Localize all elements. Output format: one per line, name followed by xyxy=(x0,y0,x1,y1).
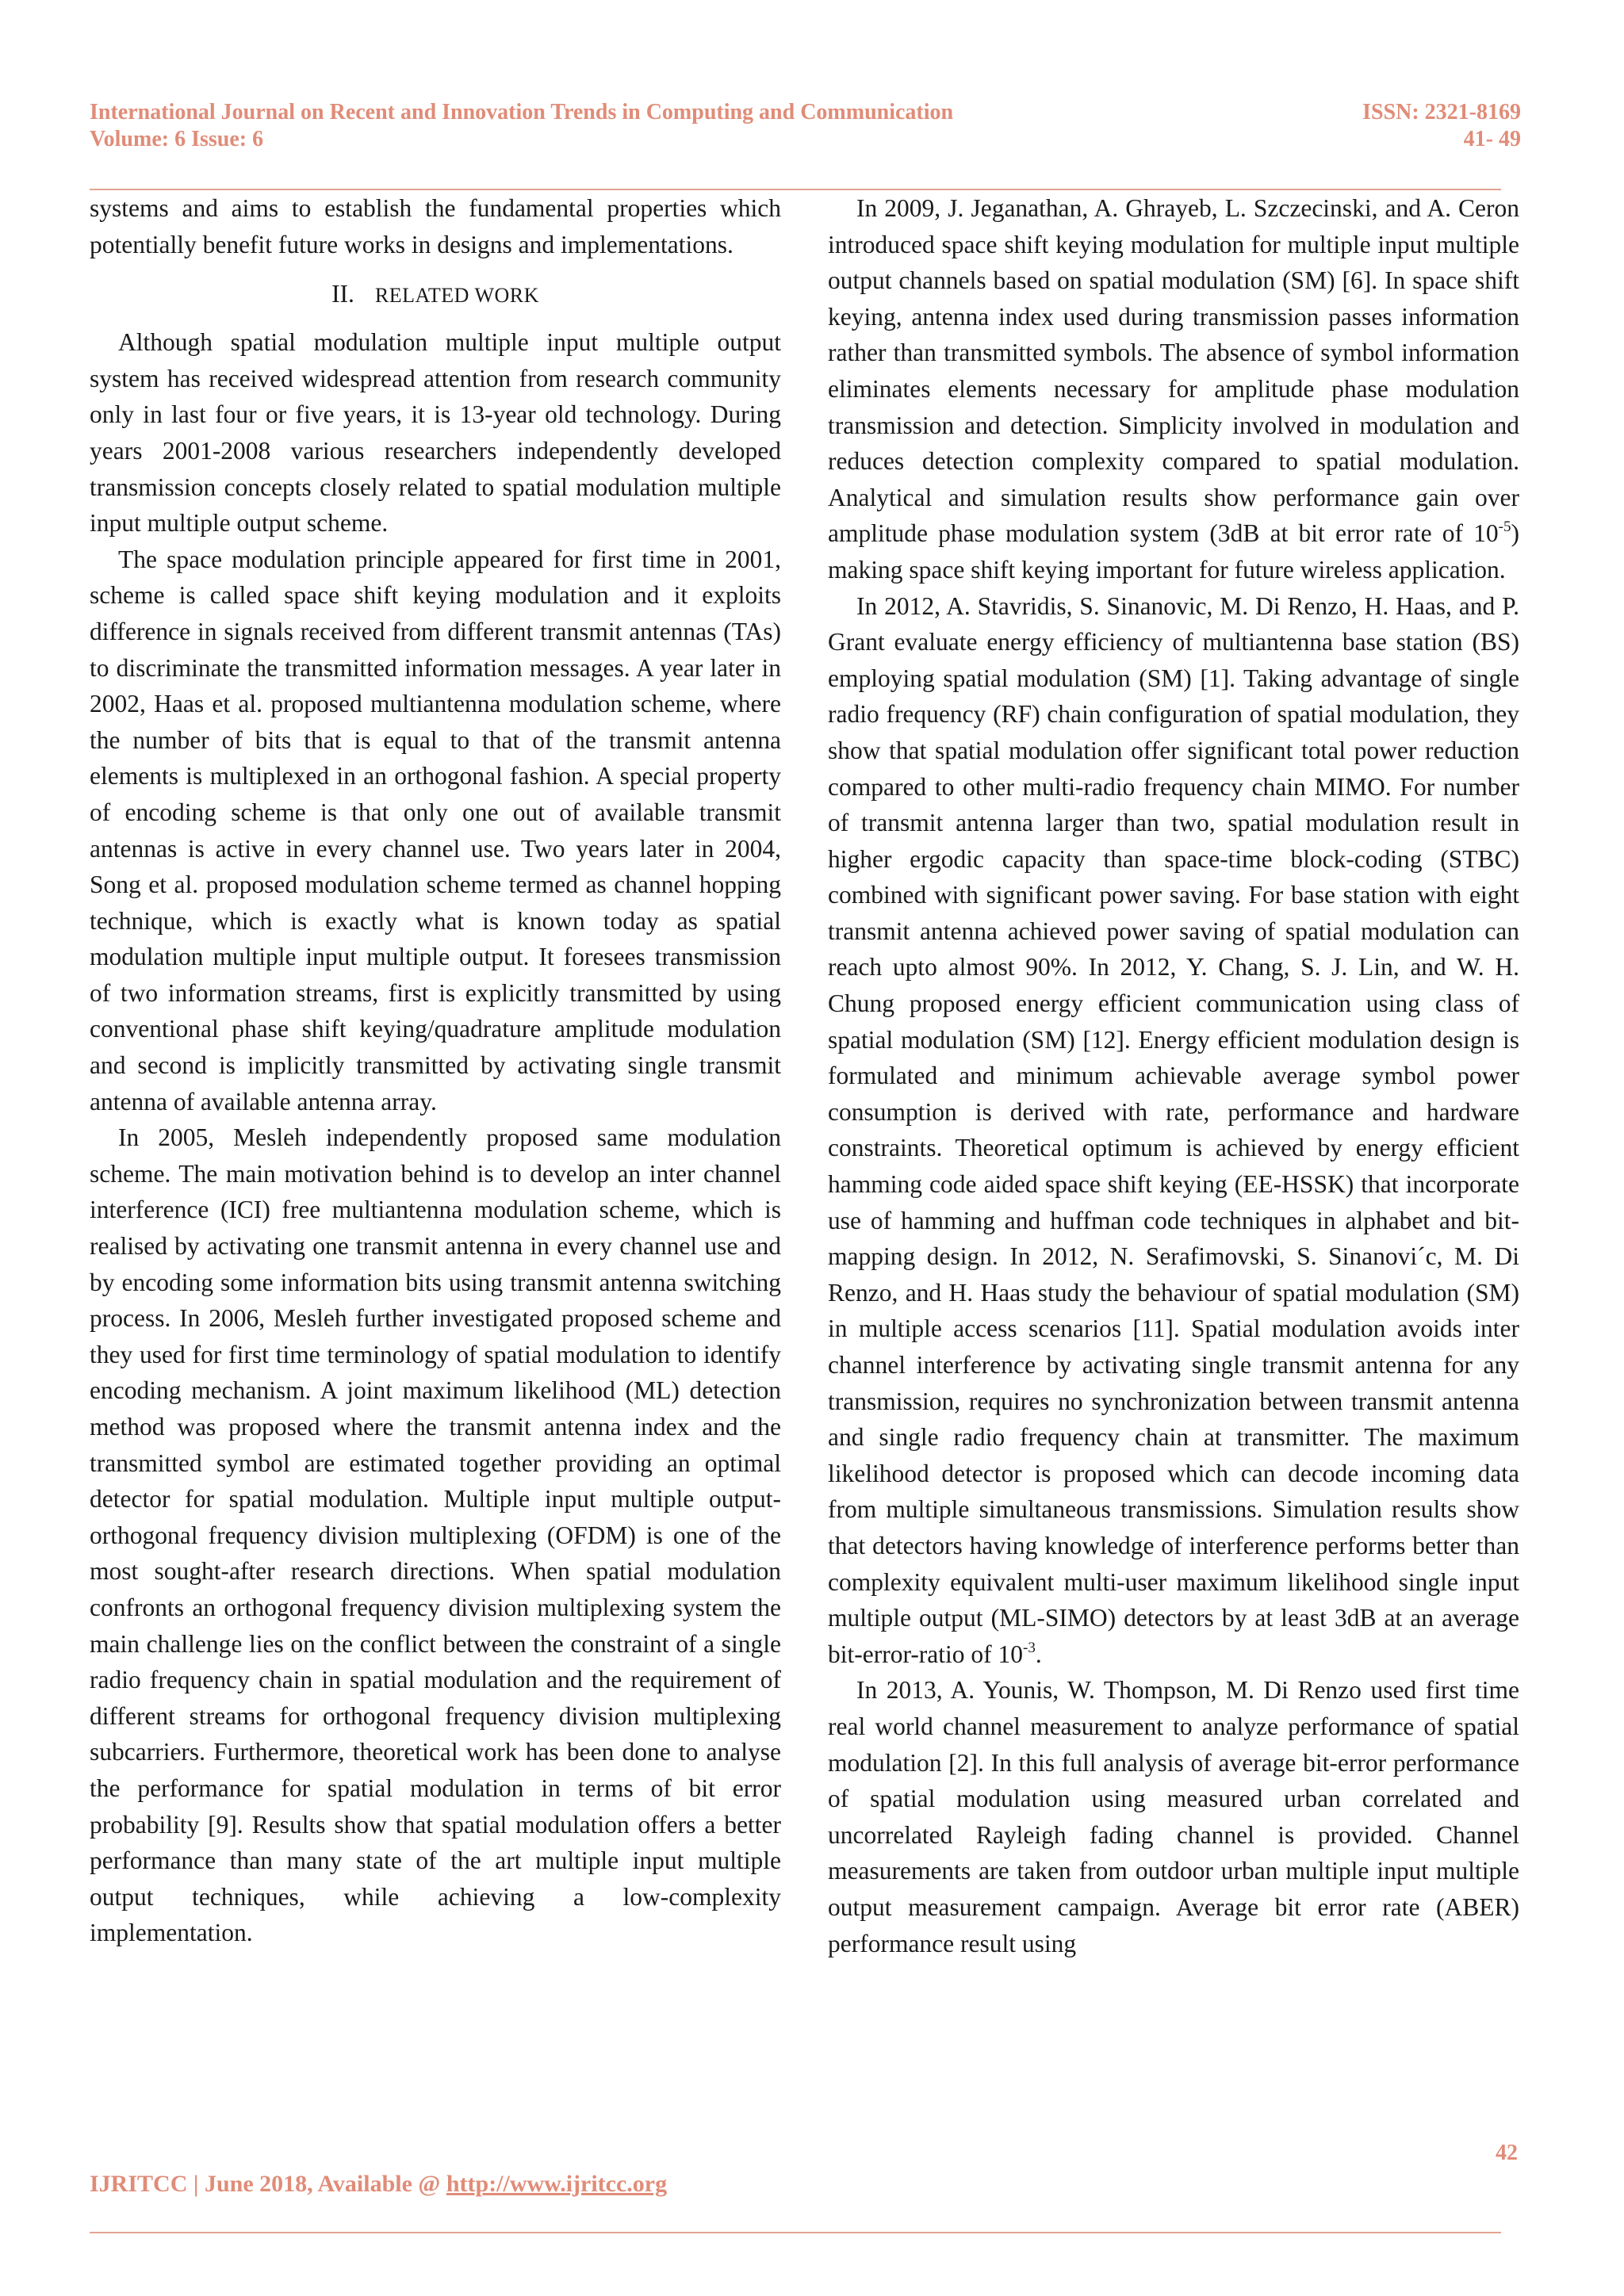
right-column xyxy=(828,190,1519,1961)
paragraph-text: In 2012, A. Stavridis, S. Sinanovic, M. Di Renzo, H. Haas, and P. Grant evaluate energy efficiency of multiantenna base station (BS) employing spatial modulation (SM) [1]. Taking advantage of single radio frequency (RF) chain configuration of spatial modulation, they show that spatial modulation offer significant total power reduction compared to other multi-radio frequency chain MIMO. For number of transmit antenna larger than two, spatial modulation result in higher ergodic capacity than space-time block-coding (STBC) combined with significant power saving. For base station with eight transmit antenna achieved power saving of spatial modulation can reach upto almost 90%. In 2012, Y. Chang, S. J. Lin, and W. H. Chung proposed energy efficient communication using class of spatial modulation (SM) [12]. Energy efficient modulation design is formulated and minimum achievable average symbol power consumption is derived with rate, performance and hardware constraints. Theoretical optimum is achieved by energy efficient hamming code aided space shift keying (EE-HSSK) that incorporate use of hamming and huffman code techniques in alphabet and bit-mapping design. In 2012, N. Serafimovski, S. Sinanovi´c, M. Di Renzo, and H. Haas study the behaviour of spatial modulation (SM) in multiple access scenarios [11]. Spatial modulation avoids inter channel interference by activating single transmit antenna for any transmission, requires no synchronization between transmit antenna and single radio frequency chain at transmitter. The maximum likelihood detector is proposed which can decode incoming data from multiple simultaneous transmissions. Simulation results show that detectors having knowledge of interference performs better than complexity equivalent multi-user maximum likelihood single input multiple output (ML-SIMO) detectors by at least 3dB at an average bit-error-ratio of 10 xyxy=(828,591,1519,1668)
page-number: 42 xyxy=(1496,2141,1518,2165)
section-number: II. xyxy=(331,280,354,308)
footer-divider xyxy=(90,2232,1501,2233)
paragraph: systems and aims to establish the fundamental properties which potentially benefit future works in designs and implementations. xyxy=(90,194,781,258)
issn: ISSN: 2321-8169 xyxy=(1362,100,1521,124)
superscript: -3 xyxy=(1023,1639,1036,1656)
paragraph-text: ) making space shift keying important for future wireless application. xyxy=(828,519,1519,584)
paragraph xyxy=(828,190,1519,588)
page-range: 41- 49 xyxy=(1463,127,1521,151)
footer-text: IJRITCC | June 2018, Available @ xyxy=(90,2171,446,2197)
page-footer xyxy=(90,2171,667,2198)
paragraph: In 2013, A. Younis, W. Thompson, M. Di Renzo used first time real world channel measurement to analyze performance of spatial modulation [2]. In this full analysis of average bit-error performance of spatial modulation using measured urban correlated and uncorrelated Rayleigh fading channel is provided. Channel measurements are taken from outdoor urban multiple input multiple output measurement campaign. Average bit error rate (ABER) performance result using xyxy=(828,1676,1519,1957)
paragraph: Although spatial modulation multiple input multiple output system has received widespread attention from research community only in last four or five years, it is 13-year old technology. During years 2001-2008 various researchers independently developed transmission concepts closely related to spatial modulation multiple input multiple output scheme. xyxy=(90,328,781,538)
footer-link[interactable]: http://www.ijritcc.org xyxy=(446,2171,668,2197)
paragraph-text: . xyxy=(1035,1640,1042,1668)
section-title: RELATED WORK xyxy=(374,284,539,308)
paragraph: In 2005, Mesleh independently proposed same modulation scheme. The main motivation behind is to develop an inter channel interference (ICI) free multiantenna modulation scheme, which is realised by activating one transmit antenna in every channel use and by encoding some information bits using transmit antenna switching process. In 2006, Mesleh further investigated proposed scheme and they used for first time terminology of spatial modulation to identify encoding mechanism. A joint maximum likelihood (ML) detection method was proposed where the transmit antenna index and the transmitted symbol are estimated together providing an optimal detector for spatial modulation. Multiple input multiple output-orthogonal frequency division multiplexing (OFDM) is one of the most sought-after research directions. When spatial modulation confronts an orthogonal frequency division multiplexing system the main challenge lies on the conflict between the constraint of a single radio frequency chain in spatial modulation and the requirement of different streams for orthogonal frequency division multiplexing subcarriers. Furthermore, theoretical work has been done to analyse the performance for spatial modulation in terms of bit error probability [9]. Results show that spatial modulation offers a better performance than many state of the art multiple input multiple output techniques, while achieving a low-complexity implementation. xyxy=(90,1123,781,1947)
paragraph xyxy=(828,588,1519,1673)
left-column xyxy=(90,190,781,1951)
superscript: -5 xyxy=(1498,519,1511,536)
paragraph: The space modulation principle appeared for first time in 2001, scheme is called space shift keying modulation and it exploits difference in signals received from different transmit antennas (TAs) to discriminate the transmitted information messages. A year later in 2002, Haas et al. proposed multiantenna modulation scheme, where the number of bits that is equal to that of the transmit antenna elements is multiplexed in an orthogonal fashion. A special property of encoding scheme is that only one out of available transmit antennas is active in every channel use. Two years later in 2004, Song et al. proposed modulation scheme termed as channel hopping technique, which is exactly what is known today as spatial modulation multiple input multiple output. It foresees transmission of two information streams, first is explicitly transmitted by using conventional phase shift keying/quadrature amplitude modulation and second is implicitly transmitted by activating single transmit antenna of available antenna array. xyxy=(90,545,781,1115)
section-heading xyxy=(90,279,781,311)
paragraph-text: In 2009, J. Jeganathan, A. Ghrayeb, L. Szczecinski, and A. Ceron introduced space shift keying modulation for multiple input multiple output channels based on spatial modulation (SM) [6]. In space shift keying, antenna index used during transmission passes information rather than transmitted symbols. The absence of symbol information eliminates elements necessary for amplitude phase modulation transmission and detection. Simplicity involved in modulation and reduces detection complexity compared to spatial modulation. Analytical and simulation results show performance gain over amplitude phase modulation system (3dB at bit error rate of 10 xyxy=(828,194,1519,548)
page-header xyxy=(90,99,1521,153)
journal-title: International Journal on Recent and Innovation Trends in Computing and Communication xyxy=(90,100,954,124)
volume-issue: Volume: 6 Issue: 6 xyxy=(90,127,264,151)
